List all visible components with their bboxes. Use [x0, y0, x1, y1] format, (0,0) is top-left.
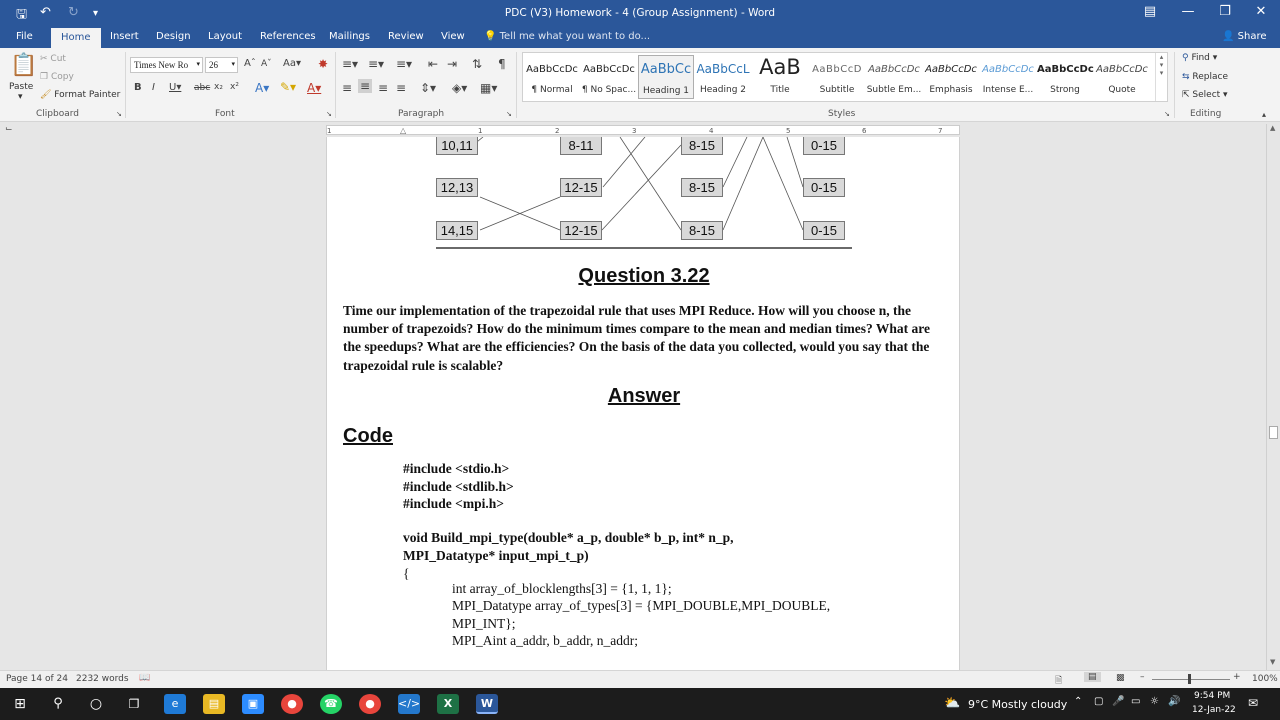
- style-preview: AaBbCcDc: [1096, 64, 1148, 75]
- style-normal[interactable]: [524, 55, 580, 99]
- scroll-up-icon[interactable]: ▲: [1270, 124, 1276, 132]
- style-name: Strong: [1050, 85, 1080, 95]
- style-name: ¶ Normal: [531, 85, 573, 95]
- ruler-number: 6: [862, 127, 867, 135]
- code-line: #include <stdlib.h>: [403, 479, 514, 494]
- style-preview: AaBbCcDc: [868, 64, 920, 75]
- zoom-app-icon[interactable]: ▣: [242, 694, 264, 714]
- tab-home[interactable]: Home: [51, 28, 101, 48]
- tab-selector-icon[interactable]: ⌙: [5, 124, 13, 134]
- copy-icon: ❐: [40, 72, 51, 82]
- font-size-value: 26: [209, 60, 218, 70]
- style-preview: AaBbCcDc: [982, 64, 1034, 75]
- style-name: Emphasis: [929, 85, 973, 95]
- styles-scroll[interactable]: [1155, 53, 1167, 101]
- clipboard-group-label: Clipboard: [36, 109, 79, 119]
- word-count[interactable]: 2232 words: [76, 674, 129, 684]
- code-line: MPI_Datatype array_of_types[3] = {MPI_DOUBLE,MPI_DOUBLE,: [452, 598, 831, 613]
- collapse-ribbon-icon[interactable]: ▴: [1262, 110, 1267, 119]
- numbering-icon[interactable]: ≡▾: [368, 57, 385, 71]
- highlight-icon[interactable]: ✎▾: [280, 80, 297, 94]
- select-label: Select: [1192, 90, 1221, 100]
- style-preview: AaBbCc: [640, 62, 692, 77]
- divider: [125, 52, 126, 118]
- chevron-down-icon: ▾: [231, 60, 235, 68]
- device-icon[interactable]: ▢: [1094, 696, 1104, 707]
- style-subtle-emphasis[interactable]: [866, 55, 922, 99]
- code-line: MPI_INT};: [452, 616, 516, 631]
- underline-icon[interactable]: U▾: [169, 82, 182, 93]
- paste-dropdown-icon[interactable]: ▾: [18, 92, 23, 102]
- style-title[interactable]: [752, 55, 808, 99]
- style-name: ¶ No Spac...: [581, 85, 637, 95]
- subscript-icon[interactable]: x₂: [214, 82, 223, 92]
- style-preview: AaBbCcL: [696, 62, 750, 76]
- style-preview: AaBbCcDc: [583, 64, 635, 75]
- tree-node: 8-15: [681, 178, 723, 197]
- sort-icon[interactable]: ⇅: [472, 57, 483, 71]
- zoom-level[interactable]: 100%: [1252, 674, 1278, 684]
- word-icon[interactable]: W: [476, 694, 498, 714]
- network-icon[interactable]: ☼: [1150, 696, 1159, 707]
- chevron-down-icon: ▾: [196, 60, 200, 68]
- style-preview: AaBbCcD: [812, 64, 862, 75]
- window-title: PDC (V3) Homework - 4 (Group Assignment) - Word: [504, 7, 776, 19]
- divider: [516, 52, 517, 118]
- tree-node: 0-15: [803, 178, 845, 197]
- decrease-indent-icon[interactable]: ⇤: [428, 57, 439, 71]
- style-intense-emphasis[interactable]: [980, 55, 1036, 99]
- tab-file[interactable]: File: [16, 31, 33, 42]
- customize-quick-access-icon[interactable]: ▾: [93, 8, 99, 19]
- style-heading-1[interactable]: [638, 55, 694, 99]
- ruler-number: 7: [938, 127, 943, 135]
- windows-taskbar: [0, 688, 1280, 720]
- shrink-font-icon[interactable]: Aˇ: [261, 59, 272, 69]
- paste-icon[interactable]: 📋: [10, 53, 38, 78]
- ruler-number: 1: [327, 127, 332, 135]
- ruler-number: 2: [555, 127, 560, 135]
- battery-icon[interactable]: ▭: [1131, 696, 1141, 707]
- code-line: #include <mpi.h>: [403, 496, 504, 511]
- close-button[interactable]: ✕: [1255, 4, 1267, 19]
- tab-view[interactable]: View: [441, 31, 465, 42]
- font-group-label: Font: [215, 109, 235, 119]
- style-no-spacing[interactable]: [581, 55, 637, 99]
- zoom-slider[interactable]: [1152, 679, 1230, 680]
- clock-time[interactable]: 9:54 PM: [1194, 691, 1231, 701]
- tell-me-box[interactable]: [484, 31, 650, 42]
- read-mode-icon[interactable]: 🗎: [1055, 676, 1063, 686]
- align-right-icon[interactable]: ≡: [378, 81, 389, 95]
- print-layout-icon[interactable]: ▤: [1084, 672, 1101, 682]
- clear-formatting-icon[interactable]: ✸: [318, 57, 329, 71]
- style-name: Subtle Em...: [866, 85, 922, 95]
- increase-indent-icon[interactable]: ⇥: [447, 57, 458, 71]
- page-count[interactable]: Page 14 of 24: [6, 674, 68, 684]
- tab-layout[interactable]: Layout: [208, 31, 242, 42]
- code-line: {: [403, 566, 410, 581]
- select-button[interactable]: ⇱ Select ▾: [1182, 90, 1228, 100]
- format-painter-label: Format Painter: [54, 90, 121, 100]
- paragraph-launcher-icon[interactable]: ↘: [506, 110, 512, 118]
- tree-node: 10,11: [436, 137, 478, 155]
- reduction-tree-diagram: [327, 137, 960, 252]
- chevron-down-icon: ▾: [1159, 61, 1164, 69]
- windows-start-icon[interactable]: ⊞: [14, 696, 26, 712]
- find-label: Find: [1191, 53, 1210, 63]
- style-name: Quote: [1108, 85, 1136, 95]
- style-heading-2[interactable]: [695, 55, 751, 99]
- replace-label: Replace: [1192, 72, 1229, 82]
- style-quote[interactable]: [1094, 55, 1150, 99]
- cut-button[interactable]: [40, 54, 66, 64]
- style-name: Title: [770, 85, 790, 95]
- tree-node: 12-15: [560, 178, 602, 197]
- copy-label: Copy: [50, 72, 74, 82]
- status-bar: [0, 670, 1280, 688]
- style-strong[interactable]: [1037, 55, 1093, 99]
- ribbon: [0, 48, 1280, 122]
- vscode-icon[interactable]: </>: [398, 694, 420, 714]
- font-name-value: Times New Ro: [134, 60, 189, 70]
- format-painter-button[interactable]: [40, 90, 120, 100]
- tab-review[interactable]: Review: [388, 31, 424, 42]
- volume-icon[interactable]: 🔊: [1168, 696, 1181, 707]
- file-explorer-icon[interactable]: ▤: [203, 694, 225, 714]
- answer-heading: Answer: [607, 385, 681, 407]
- excel-icon[interactable]: X: [437, 694, 459, 714]
- cursor-icon: ⇱: [1182, 90, 1193, 100]
- redo-icon[interactable]: ↻: [68, 5, 79, 20]
- bold-icon[interactable]: B: [134, 82, 142, 93]
- indent-marker-icon[interactable]: △: [400, 126, 407, 135]
- code-line: int array_of_blocklengths[3] = {1, 1, 1};: [452, 581, 672, 596]
- ruler-number: 3: [632, 127, 637, 135]
- shading-icon[interactable]: ◈▾: [452, 81, 468, 95]
- document-page[interactable]: [326, 137, 960, 670]
- maximize-button[interactable]: ❐: [1219, 4, 1231, 19]
- replace-icon: ⇆: [1182, 72, 1193, 82]
- bullets-icon[interactable]: ≡▾: [342, 57, 359, 71]
- style-name: Subtitle: [819, 85, 855, 95]
- minimize-button[interactable]: —: [1181, 4, 1195, 19]
- search-icon: ⚲: [1182, 53, 1192, 63]
- question-text: Time our implementation of the trapezoidal rule that uses MPI Reduce. How will you choose n, the number of trapezoids? How do the minimum times compare to the mean and median times? What are the speedups? What are the efficiencies? On the basis of the data you collected, would you say that the trapezoidal rule is scalable?: [343, 303, 930, 373]
- tell-me-text: Tell me what you want to do...: [499, 31, 651, 42]
- tree-node: 12-15: [560, 221, 602, 240]
- font-launcher-icon[interactable]: ↘: [326, 110, 332, 118]
- styles-launcher-icon[interactable]: ↘: [1164, 110, 1170, 118]
- tree-node: 8-15: [681, 221, 723, 240]
- code-line: MPI_Aint a_addr, b_addr, n_addr;: [452, 633, 639, 648]
- tree-node: 12,13: [436, 178, 478, 197]
- superscript-icon[interactable]: x²: [230, 82, 239, 92]
- grow-font-icon[interactable]: Aˆ: [244, 58, 256, 69]
- multilevel-list-icon[interactable]: ≡▾: [396, 57, 413, 71]
- undo-icon[interactable]: ↶: [40, 5, 51, 20]
- lightbulb-icon: 💡: [484, 31, 500, 42]
- line-spacing-icon[interactable]: ⇕▾: [420, 81, 437, 95]
- save-icon[interactable]: 🖫: [16, 7, 28, 22]
- align-left-icon[interactable]: ≡: [342, 81, 353, 95]
- horizontal-ruler[interactable]: [326, 125, 960, 135]
- style-emphasis[interactable]: [923, 55, 979, 99]
- tab-mailings[interactable]: Mailings: [329, 31, 370, 42]
- title-bar: [0, 0, 1280, 28]
- tree-node: 8-11: [560, 137, 602, 155]
- zoom-in-icon[interactable]: +: [1233, 672, 1241, 682]
- edge-icon[interactable]: e: [164, 694, 186, 714]
- proofing-icon[interactable]: 📖: [139, 673, 151, 683]
- whatsapp-icon[interactable]: ☎: [320, 694, 342, 714]
- chrome-profile-icon[interactable]: ●: [359, 694, 381, 714]
- style-preview: AaBbCcDc: [925, 64, 977, 75]
- italic-icon[interactable]: I: [152, 82, 155, 93]
- show-hidden-icons[interactable]: ⌃: [1074, 696, 1083, 707]
- style-preview: AaB: [759, 55, 801, 79]
- share-button[interactable]: [1222, 31, 1267, 42]
- weather-icon[interactable]: ⛅: [944, 696, 961, 711]
- ruler-number: 1: [478, 127, 483, 135]
- justify-icon[interactable]: ≡: [396, 81, 407, 95]
- zoom-slider-thumb[interactable]: [1188, 674, 1191, 684]
- tree-node: 0-15: [803, 221, 845, 240]
- scrollbar-thumb[interactable]: [1269, 426, 1278, 439]
- font-color-icon[interactable]: A▾: [307, 81, 322, 95]
- style-name: Heading 1: [642, 86, 690, 96]
- ruler-number: 5: [786, 127, 791, 135]
- borders-icon[interactable]: ▦▾: [480, 81, 498, 95]
- brush-icon: 🖌: [40, 90, 55, 100]
- cortana-icon[interactable]: ○: [89, 696, 103, 712]
- vertical-scrollbar[interactable]: [1266, 124, 1280, 670]
- clock-date[interactable]: 12-Jan-22: [1192, 705, 1236, 715]
- font-size-box[interactable]: [205, 57, 238, 73]
- ruler-number: 4: [709, 127, 714, 135]
- scissors-icon: ✂: [40, 54, 51, 64]
- strikethrough-icon[interactable]: abc: [194, 83, 211, 93]
- cut-label: Cut: [50, 54, 66, 64]
- copy-button[interactable]: [40, 72, 74, 82]
- code-line: void Build_mpi_type(double* a_p, double* b_p, int* n_p,: [403, 530, 734, 545]
- pilcrow-icon[interactable]: ¶: [498, 57, 506, 71]
- font-name-box[interactable]: [130, 57, 203, 73]
- editing-group-label: Editing: [1190, 109, 1222, 119]
- style-preview: AaBbCcDc: [526, 64, 578, 75]
- tree-node: 14,15: [436, 221, 478, 240]
- chrome-icon[interactable]: ●: [281, 694, 303, 714]
- styles-group-label: Styles: [828, 109, 856, 119]
- share-label: Share: [1237, 31, 1267, 42]
- style-preview: AaBbCcDc: [1037, 64, 1094, 75]
- person-icon: 👤: [1222, 31, 1238, 42]
- ribbon-display-options-icon[interactable]: ▤: [1143, 4, 1157, 19]
- align-center-icon[interactable]: ≡: [360, 79, 371, 93]
- tab-insert[interactable]: Insert: [110, 31, 139, 42]
- tree-node: 8-15: [681, 137, 723, 155]
- clipboard-launcher-icon[interactable]: ↘: [116, 110, 122, 118]
- code-heading: Code: [343, 425, 393, 447]
- divider: [335, 52, 336, 118]
- code-line: #include <stdio.h>: [403, 461, 510, 476]
- search-icon[interactable]: ⚲: [53, 696, 63, 711]
- chevron-up-icon: ▴: [1159, 53, 1164, 61]
- web-layout-icon[interactable]: ▩: [1116, 673, 1125, 683]
- ribbon-tabs: [0, 28, 1280, 48]
- code-line: MPI_Datatype* input_mpi_t_p): [403, 548, 589, 563]
- paste-label[interactable]: Paste: [9, 82, 34, 92]
- tree-node: 0-15: [803, 137, 845, 155]
- paragraph-group-label: Paragraph: [398, 109, 445, 119]
- scroll-down-icon[interactable]: ▼: [1270, 658, 1276, 666]
- style-name: Intense E...: [982, 85, 1034, 95]
- microphone-icon[interactable]: 🎤: [1112, 696, 1125, 707]
- task-view-icon[interactable]: ❐: [128, 697, 140, 711]
- style-name: Heading 2: [699, 85, 747, 95]
- more-icon: ▾: [1159, 69, 1164, 77]
- find-button[interactable]: ⚲ Find ▾: [1182, 53, 1218, 63]
- tab-references[interactable]: References: [260, 31, 316, 42]
- text-effects-icon[interactable]: A▾: [255, 81, 270, 95]
- change-case-icon[interactable]: Aa▾: [283, 58, 301, 69]
- weather-text[interactable]: 9°C Mostly cloudy: [968, 698, 1068, 711]
- zoom-out-icon[interactable]: –: [1140, 672, 1145, 682]
- tab-design[interactable]: Design: [156, 31, 191, 42]
- replace-button[interactable]: [1182, 72, 1228, 82]
- styles-gallery: [522, 52, 1168, 102]
- divider: [1174, 52, 1175, 118]
- notifications-icon[interactable]: ✉: [1248, 696, 1259, 710]
- style-subtitle[interactable]: [809, 55, 865, 99]
- question-heading: Question 3.22: [578, 265, 710, 287]
